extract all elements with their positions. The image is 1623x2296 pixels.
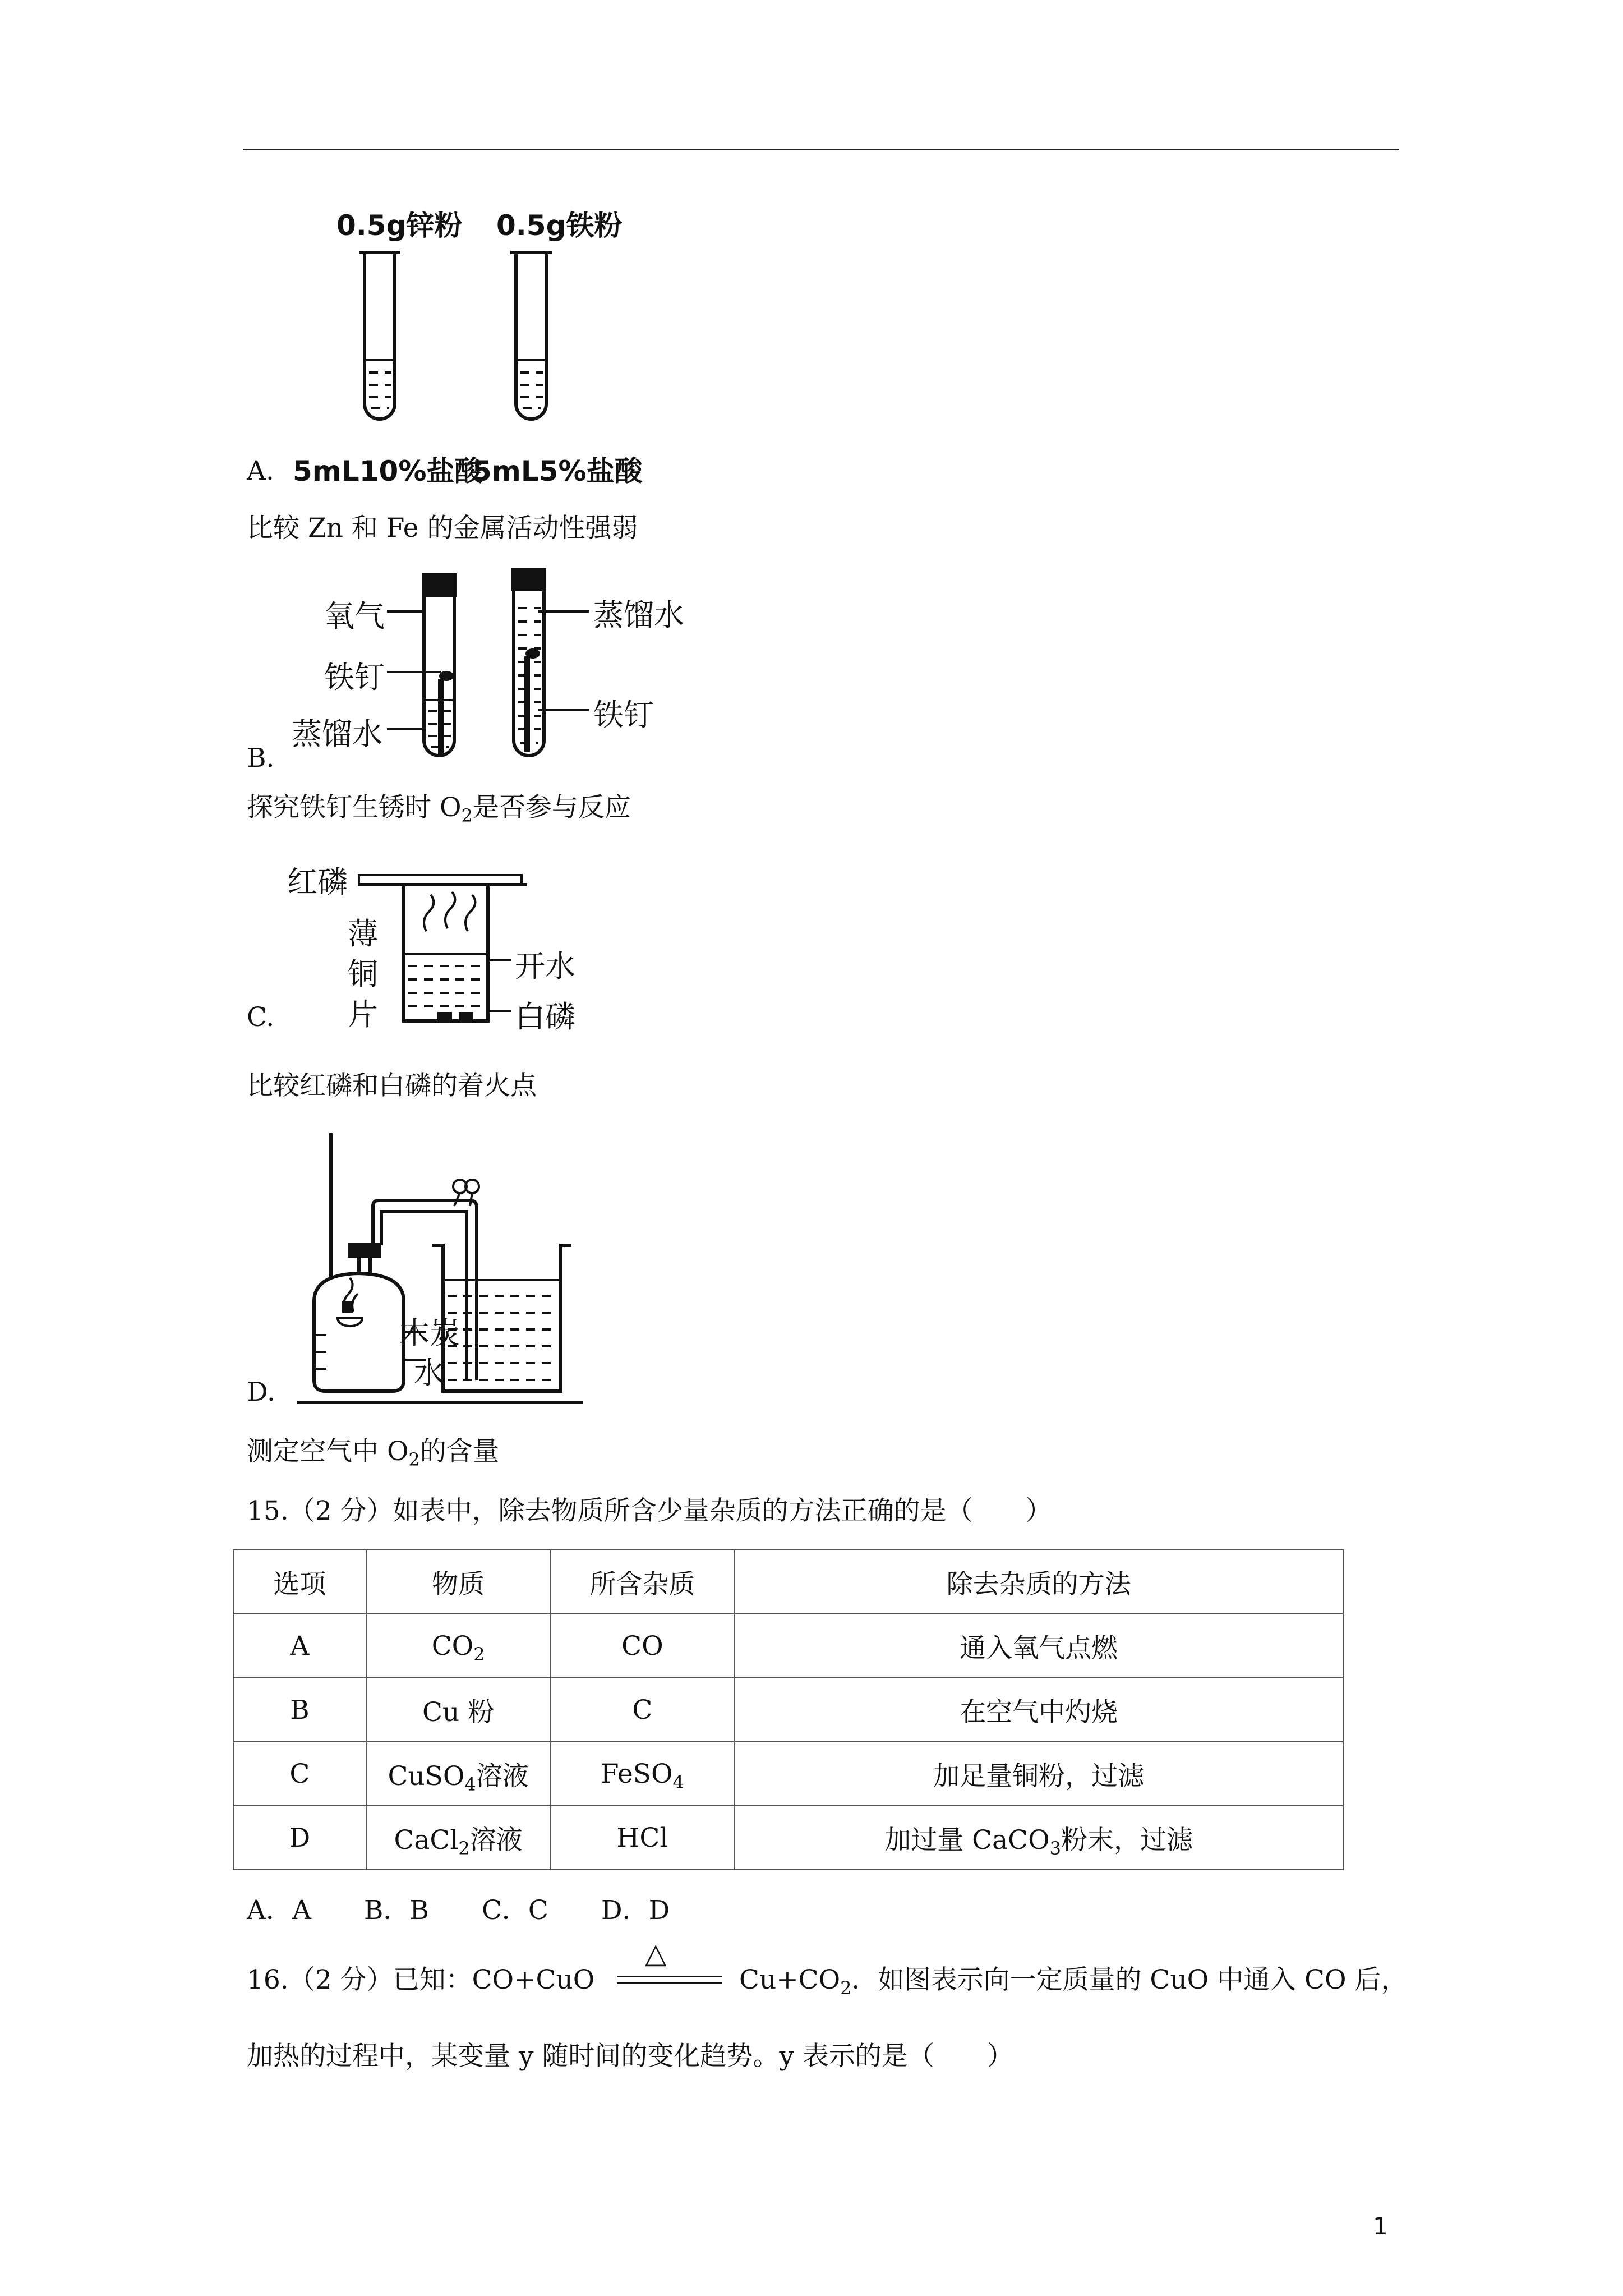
option-a-label: A. [247,455,274,486]
iron-nail-right-label: 铁钉 [593,697,654,733]
table-row [233,1614,1343,1678]
leader-lines-b-right-icon [538,600,594,724]
method-cell: 通入氧气点燃 [734,1614,1343,1678]
oxygen-label: 氧气 [324,599,385,634]
option-c-label: C. [247,1002,275,1033]
figure-b-caption: 探究铁钉生锈时 $O_2$是否参与反应 [247,792,631,826]
question-15-choices: A．A B．B C．C D．D [247,1895,670,1926]
leader-lines-b-left-icon [387,595,443,740]
option-cell: A [233,1614,366,1678]
distilled-water-left-label: 蒸馏水 [292,716,382,752]
method-cell: 在空气中灼烧 [734,1678,1343,1742]
header-cell: 选项 [233,1550,366,1614]
iron-nail-left-label: 铁钉 [324,660,385,695]
figure-c-caption: 比较红磷和白磷的着火点 [247,1070,537,1101]
copper-sheet-label-3: 片 [348,997,378,1032]
method-cell: 加足量铜粉，过滤 [734,1742,1343,1806]
question-16-stem-right: $Cu+CO_2$．如图表示向一定质量的 CuO 中通入 CO 后， [739,1964,1408,1999]
header-cell: 物质 [366,1550,551,1614]
iron-powder-label: 0.5g铁粉 [496,209,623,242]
option-cell: C [233,1742,366,1806]
table-row [233,1742,1343,1806]
header-cell: 除去杂质的方法 [734,1550,1343,1614]
acid-10-label: 5mL10%盐酸 [293,455,483,487]
question-16-line-2: 加热的过程中，某变量 y 随时间的变化趋势。y 表示的是（ ） [247,2041,1013,2072]
table-row [233,1678,1343,1742]
zinc-powder-label: 0.5g锌粉 [336,209,463,242]
option-d-label: D. [247,1377,275,1407]
figure-a-caption: 比较 Zn 和 Fe 的金属活动性强弱 [247,513,638,544]
option-b-label: B. [247,743,275,774]
copper-sheet-label-2: 铜 [348,956,378,992]
impurity-cell: FeSO$_4$ [551,1742,735,1806]
table-row [233,1806,1343,1870]
acid-5-label: 5mL5%盐酸 [472,455,643,487]
equals-line-bottom [617,1982,722,1984]
figure-d-caption: 测定空气中 $O_2$的含量 [247,1436,499,1470]
distilled-water-right-label: 蒸馏水 [593,597,684,633]
copper-sheet-label-1: 薄 [348,916,378,951]
question-16-stem-left: 16.（2 分）已知：CO+CuO [247,1964,595,1995]
impurity-cell: C [551,1678,735,1742]
equals-line-top [617,1976,722,1977]
substance-cell: Cu 粉 [366,1678,551,1742]
white-phosphorus-label: 白磷 [515,999,575,1034]
substance-cell: $CO_2$ [366,1614,551,1678]
header-cell: 所含杂质 [551,1550,735,1614]
header-rule [243,149,1399,150]
impurity-cell: HCl [551,1806,735,1870]
substance-cell: CuSO$_4$溶液 [366,1742,551,1806]
charcoal-label: 木炭 [399,1315,460,1351]
delta-heat-icon: △ [645,1937,667,1970]
hot-water-label: 开水 [515,949,575,984]
impurity-cell: CO [551,1614,735,1678]
substance-cell: CaCl$_2$溶液 [366,1806,551,1870]
question-15-stem: 15.（2 分）如表中，除去物质所含少量杂质的方法正确的是（ ） [247,1496,1052,1526]
red-phosphorus-label: 红磷 [287,864,348,900]
table-header-row [233,1550,1343,1614]
option-cell: D [233,1806,366,1870]
page-number: 1 [1373,2212,1388,2240]
question-15-table [233,1549,1344,1870]
method-cell: 加过量 CaCO$_3$粉末，过滤 [734,1806,1343,1870]
test-tubes-a-icon [336,241,572,432]
option-cell: B [233,1678,366,1742]
water-label: 水 [414,1355,444,1391]
